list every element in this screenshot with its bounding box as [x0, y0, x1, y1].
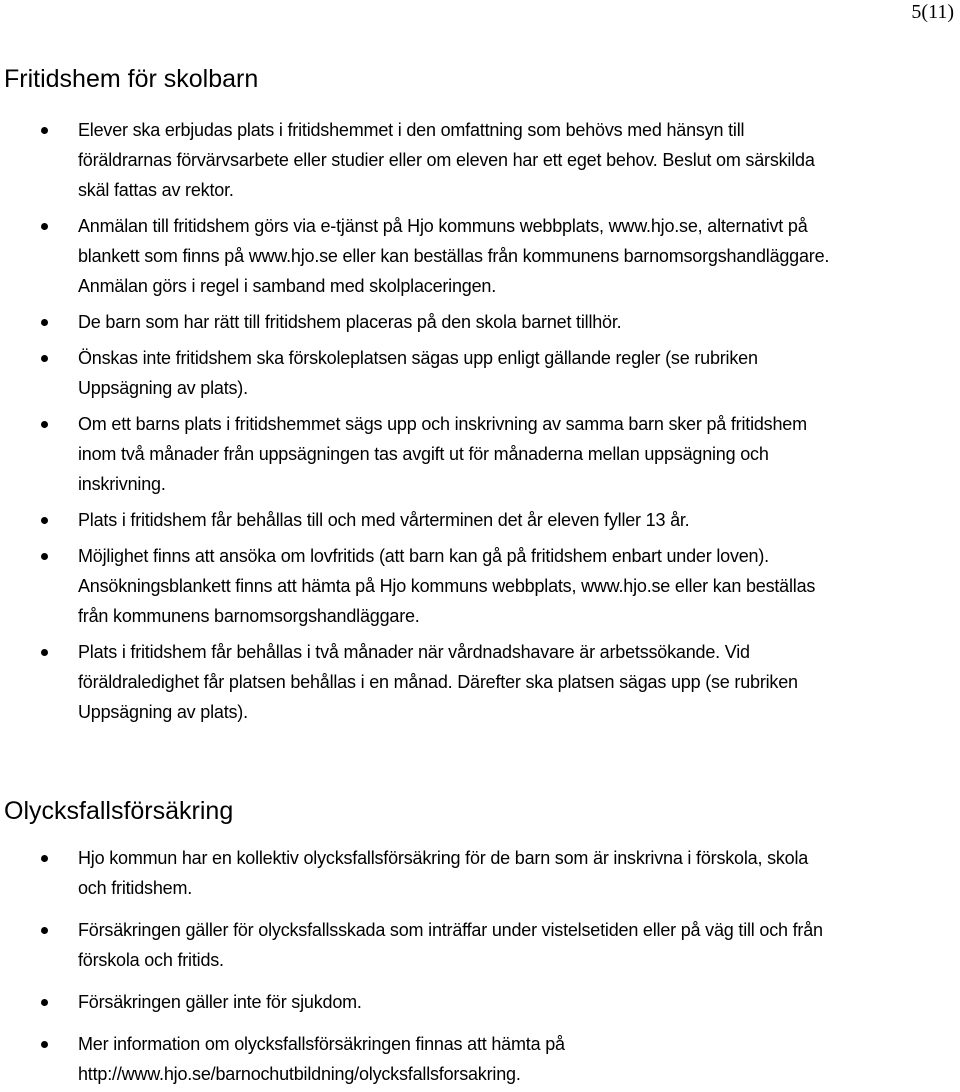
list-item: [0, 115, 950, 205]
bullet-line: Hjo kommun har en kollektiv olycksfallsförsäkring för de barn som är inskrivna i förskola, skola: [78, 848, 809, 868]
bullet-line: Anmälan görs i regel i samband med skolplaceringen.: [78, 276, 497, 296]
bullet-icon: [41, 319, 48, 326]
bullet-line: Anmälan till fritidshem görs via e-tjänst på Hjo kommuns webbplats, www.hjo.se, alternativt på: [78, 216, 808, 236]
list-item: [0, 505, 950, 535]
bullet-line: Ansökningsblankett finns att hämta på Hjo kommuns webbplats, www.hjo.se eller kan beställas: [78, 576, 816, 596]
bullet-icon: [41, 927, 48, 934]
bullet-icon: [41, 517, 48, 524]
bullet-icon: [41, 649, 48, 656]
bullet-line: Plats i fritidshem får behållas i två månader när vårdnadshavare är arbetssökande. Vid: [78, 642, 750, 662]
bullet-line: förskola och fritids.: [78, 950, 224, 970]
bullet-icon: [41, 223, 48, 230]
bullet-line: De barn som har rätt till fritidshem placeras på den skola barnet tillhör.: [78, 312, 622, 332]
bullet-icon: [41, 127, 48, 134]
bullet-line: Mer information om olycksfallsförsäkringen finnas att hämta på: [78, 1034, 565, 1054]
section-heading-fritidshem: Fritidshem för skolbarn: [4, 65, 259, 93]
bullet-line: och fritidshem.: [78, 878, 193, 898]
bullet-line: inom två månader från uppsägningen tas avgift ut för månaderna mellan uppsägning och: [78, 444, 769, 464]
bullet-line: föräldraledighet får platsen behållas i en månad. Därefter ska platsen sägas upp (se rubriken: [78, 672, 798, 692]
bullet-line: http://www.hjo.se/barnochutbildning/olycksfallsforsakring.: [78, 1064, 521, 1084]
bullet-line: skäl fattas av rektor.: [78, 180, 234, 200]
list-item: [0, 409, 950, 499]
section-heading-olycksfallsforsakring: Olycksfallsförsäkring: [4, 797, 234, 825]
list-item: [0, 307, 950, 337]
bullet-line: Önskas inte fritidshem ska förskoleplatsen sägas upp enligt gällande regler (se rubriken: [78, 348, 758, 368]
list-item: [0, 343, 950, 403]
bullet-line: Elever ska erbjudas plats i fritidshemmet i den omfattning som behövs med hänsyn till: [78, 120, 745, 140]
bullet-line: Försäkringen gäller för olycksfallsskada som inträffar under vistelsetiden eller på väg till och från: [78, 920, 823, 940]
bullet-line: Plats i fritidshem får behållas till och med vårterminen det år eleven fyller 13 år.: [78, 510, 690, 530]
bullet-line: Försäkringen gäller inte för sjukdom.: [78, 992, 362, 1012]
list-item: [0, 211, 950, 301]
bullet-line: Om ett barns plats i fritidshemmet sägs upp och inskrivning av samma barn sker på fritidshem: [78, 414, 807, 434]
bullet-line: Uppsägning av plats).: [78, 378, 248, 398]
list-item: [0, 987, 950, 1017]
bullet-line: Möjlighet finns att ansöka om lovfritids (att barn kan gå på fritidshem enbart under loven).: [78, 546, 769, 566]
list-item: [0, 541, 950, 631]
page-number: 5(11): [911, 1, 954, 23]
bullet-icon: [41, 421, 48, 428]
list-item: [0, 637, 950, 727]
bullet-line: blankett som finns på www.hjo.se eller kan beställas från kommunens barnomsorgshandläggare.: [78, 246, 830, 266]
list-item: [0, 1029, 950, 1089]
bullet-line: från kommunens barnomsorgshandläggare.: [78, 606, 420, 626]
bullet-icon: [41, 355, 48, 362]
bullet-line: inskrivning.: [78, 474, 166, 494]
fritidshem-bullet-list: [0, 115, 950, 727]
bullet-icon: [41, 553, 48, 560]
bullet-line: Uppsägning av plats).: [78, 702, 248, 722]
olycksfall-bullet-list: [0, 843, 950, 1089]
list-item: [0, 915, 950, 975]
bullet-line: föräldrarnas förvärvsarbete eller studier eller om eleven har ett eget behov. Beslut om särskilda: [78, 150, 815, 170]
bullet-icon: [41, 999, 48, 1006]
bullet-icon: [41, 1041, 48, 1048]
bullet-icon: [41, 855, 48, 862]
list-item: [0, 843, 950, 903]
